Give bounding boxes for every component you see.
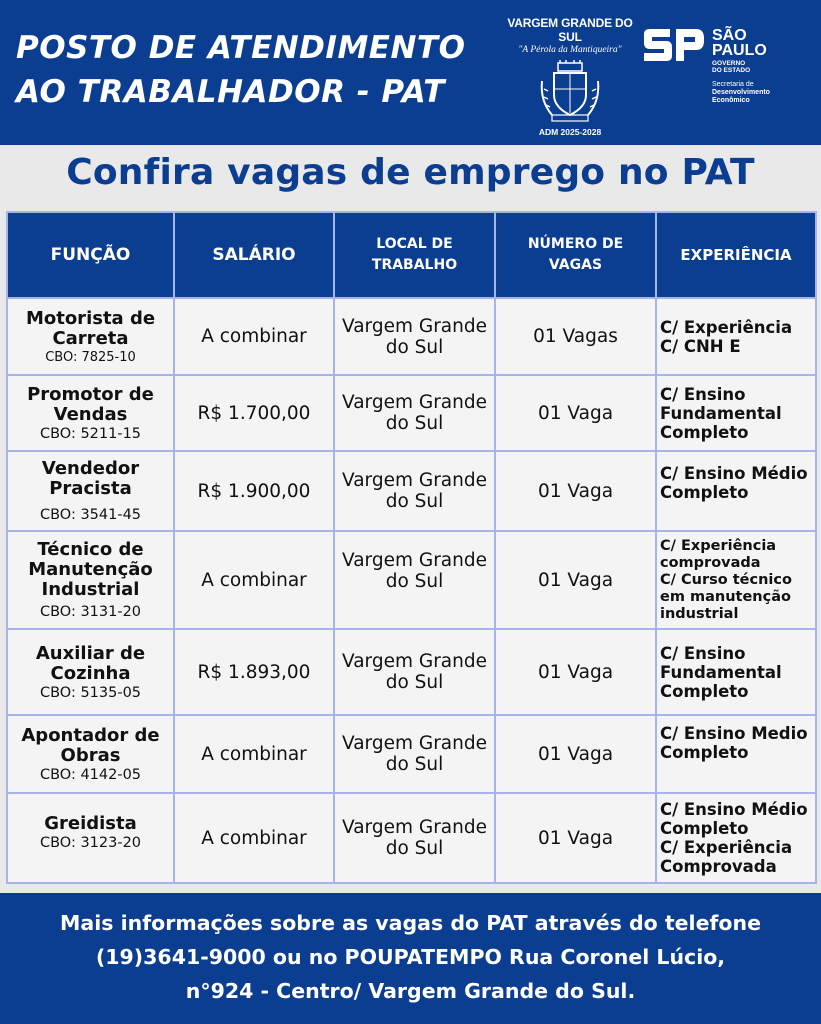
- cell-funcao: Técnico de Manutenção Industrial CBO: 3131-20: [7, 531, 174, 629]
- cell-vagas: 01 Vaga: [495, 375, 656, 451]
- cell-salario: R$ 1.893,00: [174, 629, 334, 715]
- sp-logo-icon: [640, 28, 706, 62]
- sp-government-logo: [640, 28, 810, 118]
- column-header-funcao: FUNÇÃO: [7, 212, 174, 298]
- cell-local: Vargem Grande do Sul: [334, 451, 495, 531]
- city-crest-icon: [538, 59, 602, 123]
- cell-experiencia: C/ Experiência comprovada C/ Curso técnico em manutenção industrial: [656, 531, 816, 629]
- column-header-salario: SALÁRIO: [174, 212, 334, 298]
- city-name: VARGEM GRANDE DO SUL: [507, 16, 633, 44]
- cell-vagas: 01 Vaga: [495, 629, 656, 715]
- adm-period: ADM 2025-2028: [538, 127, 602, 137]
- cell-experiencia: C/ Ensino Médio Completo C/ Experiência Comprovada: [656, 793, 816, 883]
- table-header-row: [7, 212, 816, 298]
- table-row: [7, 451, 816, 531]
- cell-vagas: 01 Vaga: [495, 715, 656, 793]
- cell-funcao: Promotor de Vendas CBO: 5211-15: [7, 375, 174, 451]
- column-header-numero: NÚMERO DE VAGAS: [495, 212, 656, 298]
- city-motto: "A Pérola da Mantiqueira": [518, 45, 622, 55]
- table-row: [7, 715, 816, 793]
- header-banner: [0, 0, 821, 145]
- page-title: POSTO DE ATENDIMENTO AO TRABALHADOR - PAT: [16, 30, 466, 110]
- cell-experiencia: C/ Experiência C/ CNH E: [656, 298, 816, 375]
- cell-local: Vargem Grande do Sul: [334, 375, 495, 451]
- cell-local: Vargem Grande do Sul: [334, 629, 495, 715]
- cell-salario: A combinar: [174, 715, 334, 793]
- cell-funcao: Auxiliar de Cozinha CBO: 5135-05: [7, 629, 174, 715]
- table-row: [7, 629, 816, 715]
- cell-salario: A combinar: [174, 298, 334, 375]
- cell-experiencia: C/ Ensino Fundamental Completo: [656, 375, 816, 451]
- cell-vagas: 01 Vagas: [495, 298, 656, 375]
- table-row: [7, 531, 816, 629]
- cell-funcao: Greidista CBO: 3123-20: [7, 793, 174, 883]
- cell-salario: A combinar: [174, 793, 334, 883]
- table-row: [7, 793, 816, 883]
- cell-salario: R$ 1.900,00: [174, 451, 334, 531]
- headline: Confira vagas de emprego no PAT: [66, 152, 755, 193]
- cell-salario: A combinar: [174, 531, 334, 629]
- cell-local: Vargem Grande do Sul: [334, 715, 495, 793]
- cell-vagas: 01 Vaga: [495, 531, 656, 629]
- column-header-local: LOCAL DE TRABALHO: [334, 212, 495, 298]
- sp-government-label: GOVERNO DO ESTADO: [712, 60, 751, 74]
- cell-salario: R$ 1.700,00: [174, 375, 334, 451]
- cell-experiencia: C/ Ensino Fundamental Completo: [656, 629, 816, 715]
- cell-experiencia: C/ Ensino Medio Completo: [656, 715, 816, 793]
- city-logo: [500, 16, 640, 137]
- job-vacancies-table: [6, 211, 817, 884]
- cell-vagas: 01 Vaga: [495, 451, 656, 531]
- cell-vagas: 01 Vaga: [495, 793, 656, 883]
- cell-local: Vargem Grande do Sul: [334, 793, 495, 883]
- table-row: [7, 375, 816, 451]
- cell-funcao: Motorista de Carreta CBO: 7825-10: [7, 298, 174, 375]
- sp-secretariat-label: Secretaria de Desenvolvimento Econômico: [712, 81, 770, 104]
- sp-name: SÃO PAULO: [712, 27, 767, 59]
- column-header-experiencia: EXPERIÊNCIA: [656, 212, 816, 298]
- cell-funcao: Apontador de Obras CBO: 4142-05: [7, 715, 174, 793]
- cell-local: Vargem Grande do Sul: [334, 531, 495, 629]
- footer-contact-info: Mais informações sobre as vagas do PAT através do telefone (19)3641-9000 ou no POUPATEMPO Rua Coronel Lúcio, n°924 - Centro/ Vargem Grande do Sul.: [0, 893, 821, 1024]
- table-row: [7, 298, 816, 375]
- cell-experiencia: C/ Ensino Médio Completo: [656, 451, 816, 531]
- cell-funcao: Vendedor Pracista CBO: 3541-45: [7, 451, 174, 531]
- cell-local: Vargem Grande do Sul: [334, 298, 495, 375]
